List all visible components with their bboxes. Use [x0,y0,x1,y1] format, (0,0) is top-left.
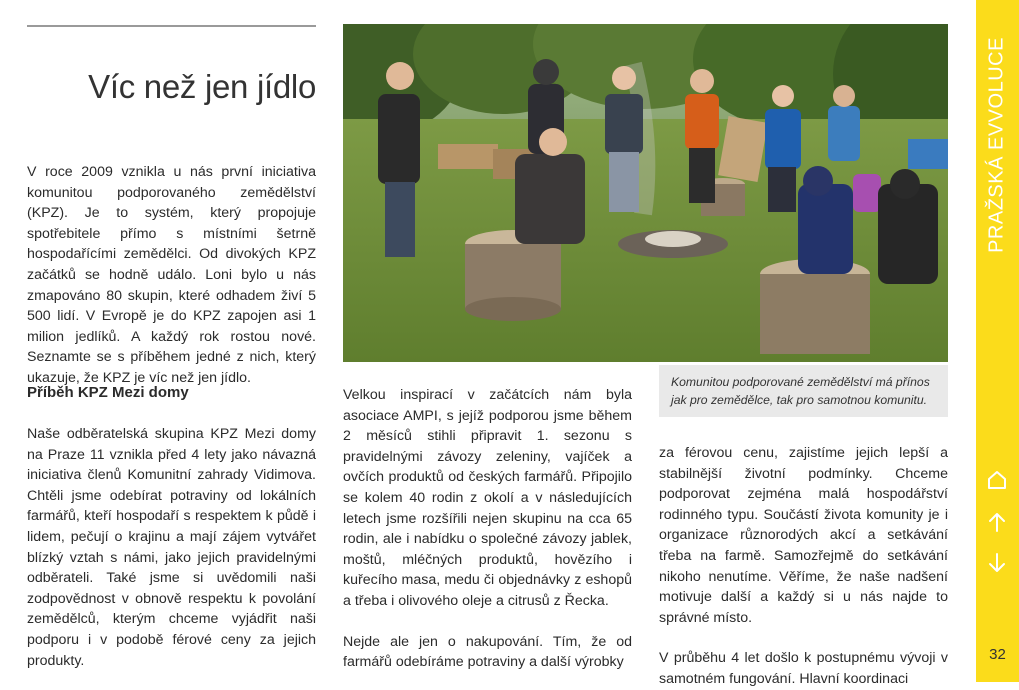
column-2-text: Velkou inspirací v začátcích nám byla asociace AMPI, s jejíž podporou jsme během 2 měsíců stihli připravit 1. sezonu s pravidelnými závozy zeleniny, vajíček a ovčích produktů od českých farmářů. Připojilo se kolem 40 rodin z okolí a v následujících letech jsme rozšířili nejen skupinu na cca 65 rodin, ale i nabídku o společné závozy jablek, moštů, mléčných produktů, hovězího i kuřecího masa, medu či objednávky z eshopů a třeba i olivového oleje a citrusů z Řecka. Nejde ale jen o nakupování. Tím, že od farmářů odebíráme potraviny a další výrobky [343,387,632,671]
sidebar-title: PRAŽSKÁ EVVOLUCE [985,37,1008,253]
page-number: 32 [989,646,1006,663]
community-photo [343,24,948,362]
home-icon[interactable] [986,469,1008,491]
top-rule [27,25,316,27]
intro-paragraph: V roce 2009 vznikla u nás první iniciativa komunitou podporovaného zemědělství (KPZ). Je to systém, který propojuje spotřebitele přímo s místními šetrně hospodařícími zemědělci. Od divokých KPZ začátků se hodně událo. Loni bylo u nás zmapováno 80 skupin, které odhadem živí 5 500 lidí. V Evropě je do KPZ zapojen asi 1 milion jedlíků. A každý rok rostou nové. Seznamte se s příběhem jedné z nich, který ukazuje, že KPZ je víc než jen jídlo. [27,164,316,386]
column-1-text: Naše odběratelská skupina KPZ Mezi domy na Praze 11 vznikla před 4 lety jako návazná iniciativa členů Komunitní zahrady Vidimova. Chtěli jsme odebírat potraviny od lokálních farmářů, kteří hospodaří s respektem k půdě i lidem, pečují o krajinu a mají zájem vytvářet blízký vztah s námi, jako jejich pravidelnými odběrateli. Také jsme si uvědomili naši zodpovědnost v obnově respektu k povolání zemědělců, kterým chceme vyjádřit naši podporu i v podobě férové ceny za jejich produkty. [27,426,316,669]
arrow-up-icon[interactable] [986,511,1008,533]
section-heading: Příběh KPZ Mezi domy [27,384,189,401]
column-3-text: za férovou cenu, zajistíme jejich lepší a stabilnější životní podmínky. Chceme podporovat zejména malá hospodářství rodinného typu. Součástí života komunity je i organizace různorodých akcí a setkávání třeba na farmě. Samozřejmě do setkávání nikoho nenutíme. Věříme, že naše nadšení motivuje další a každý si u nás najde to správné místo. V průběhu 4 let došlo k postupnému vývoji v samotném fungování. Hlavní koordinaci [659,445,948,687]
article-title: Víc než jen jídlo [88,68,316,105]
photo-caption: Komunitou podporované zemědělství má přínos jak pro zemědělce, tak pro samotnou komunitu. [671,375,930,407]
arrow-down-icon[interactable] [986,552,1008,574]
